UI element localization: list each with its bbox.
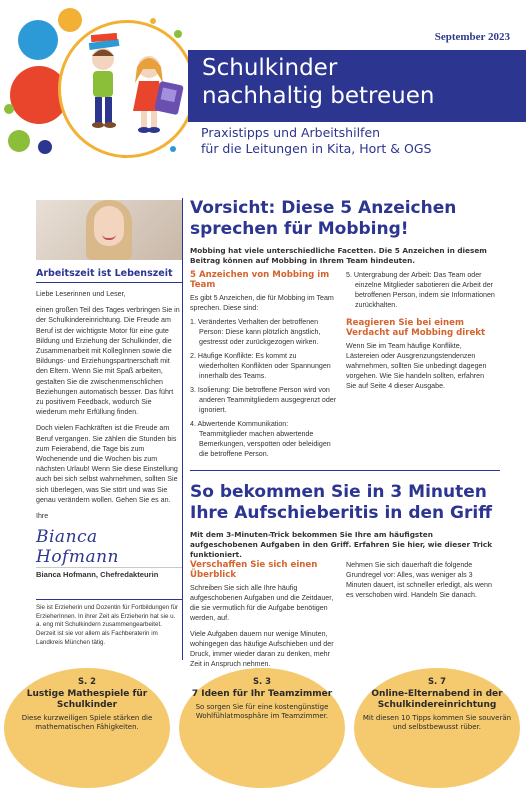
subheading: Verschaffen Sie sich einen Überblick <box>190 560 318 580</box>
editorial-column <box>36 200 182 647</box>
newsletter-title <box>188 50 526 122</box>
list-item: 5. Untergrabung der Arbeit: Das Team oder einzelne Mitglieder sabotieren die Arbeit der betroffenen Person, indem sie Informationen zurückhalten. <box>346 271 495 309</box>
article-mobbing-col-1 <box>190 270 338 459</box>
subheading: Reagieren Sie bei einem Verdacht auf Mobbing direkt <box>346 318 486 338</box>
issue-date: September 2023 <box>434 31 510 43</box>
children-with-books-illustration <box>61 23 193 155</box>
editor-photo <box>36 200 182 260</box>
title-line-1: Schulkinder <box>202 55 338 81</box>
decor-circle-green <box>8 130 30 152</box>
teaser-page: S. 7 <box>428 676 446 686</box>
editorial-heading: Arbeitszeit ist Lebenszeit <box>36 268 173 279</box>
teaser-page-2[interactable] <box>6 668 168 732</box>
signer-name: Bianca Hofmann, Chefredakteurin <box>36 567 182 579</box>
article-title: So bekommen Sie in 3 Minuten Ihre Aufschieberitis in den Griff <box>190 482 492 523</box>
editor-bio: Sie ist Erzieherin und Dozentin für Fortbildungen für ErzieherInnen. In ihrer Zeit als Erzieherin hat sie u. a. eng mit Schulkindern zusammengearbeitet. Derzeit ist sie vor allem als Fachberaterin im Landkreis München tätig. <box>36 599 182 647</box>
title-line-2: nachhaltig betreuen <box>202 83 435 109</box>
teaser-description: So sorgen Sie für eine kostengünstige Wohlfühlatmosphäre im Teamzimmer. <box>195 703 329 720</box>
article-procrastination-col-2 <box>346 560 496 600</box>
subtitle-line-1: Praxistipps und Arbeitshilfen <box>201 125 381 140</box>
article-procrastination-col-1 <box>190 560 338 669</box>
closing: Ihre <box>36 512 49 521</box>
list-item: 4. Abwertende Kommunikation: Teammitglieder machen abwertende Bemerkungen, verspotten oder beleidigen die betroffene Person. <box>190 420 331 458</box>
paragraph: Nehmen Sie sich dauerhaft die folgende Grundregel vor: Alles, was weniger als 3 Minuten dauert, ist schneller erledigt, als wenn es verschoben wird. Handeln Sie danach. <box>346 561 492 599</box>
list-item: 1. Verändertes Verhalten der betroffenen Person: Diese kann plötzlich ängstlich, gestresst oder zurückgezogen wirken. <box>190 318 321 346</box>
paragraph: Viele Aufgaben dauern nur wenige Minuten, wohingegen das häufige Aufschieben und der Druck, immer wieder daran zu denken, mehr Zeit in Anspruch nehmen. <box>190 630 334 668</box>
handwritten-signature: Bianca Hofmann <box>36 527 120 568</box>
article-mobbing-col-2 <box>346 270 496 391</box>
teaser-description: Mit diesen 10 Tipps kommen Sie souverän und selbstbewusst rüber. <box>362 714 512 731</box>
divider <box>36 282 182 283</box>
column-divider <box>182 198 183 660</box>
list-item: 3. Isolierung: Die betroffene Person wird von anderen Teammitgliedern ausgegrenzt oder ignoriert. <box>190 386 337 414</box>
article-procrastination <box>190 482 500 560</box>
teaser-title: Lustige Mathespiele für Schulkinder <box>26 689 148 710</box>
kids-illustration <box>58 20 196 158</box>
section-divider <box>190 470 500 471</box>
editorial-paragraph-2: Doch vielen Fachkräften ist die Freude am Beruf vergangen. Sie zählen die Stunden bis zum Feierabend, die Tage bis zum Wochenende und die Wochen bis zum nächsten Urlaub! Wenn Sie diese Einstellung auch bei sich selbst wahrnehmen, sollten Sie sich überlegen, was Sie stört und was Sie genau verändern wollen. Gehen Sie es an. <box>36 424 178 504</box>
list-item: 2. Häufige Konflikte: Es kommt zu wiederholten Konflikten oder Spannungen innerhalb des Teams. <box>190 352 331 380</box>
article-lead: Mobbing hat viele unterschiedliche Facetten. Die 5 Anzeichen in diesem Beitrag können auf Mobbing in Ihrem Team hindeuten. <box>190 246 487 265</box>
teaser-description: Diese kurzweiligen Spiele stärken die mathematischen Fähigkeiten. <box>21 714 153 731</box>
article-mobbing <box>190 198 500 266</box>
teaser-title: 7 Ideen für Ihr Teamzimmer <box>191 689 333 699</box>
teaser-page: S. 2 <box>78 676 96 686</box>
subheading: 5 Anzeichen von Mobbing im Team <box>190 270 330 290</box>
paragraph: Es gibt 5 Anzeichen, die für Mobbing im Team sprechen. Diese sind: <box>190 294 334 312</box>
decor-circle-blue <box>18 20 58 60</box>
paragraph: Wenn Sie im Team häufige Konflikte, Lästereien oder Ausgrenzungstendenzen wahrnehmen, sollten Sie unbedingt dagegen vorgehen. Wie Sie handeln sollten, erfahren Sie auf Seite 4 dieser Ausgabe. <box>346 342 487 390</box>
salutation: Liebe Leserinnen und Leser, <box>36 290 126 298</box>
teaser-title: Online-Elternabend in der Schulkindereinrichtung <box>371 689 503 710</box>
article-title: Vorsicht: Diese 5 Anzeichen sprechen für Mobbing! <box>190 198 457 239</box>
decor-dot-green <box>4 104 14 114</box>
editorial-paragraph-1: einen großen Teil des Tages verbringen Sie in der Schulkindereinrichtung. Die Freude am Beruf ist der wichtigste Motor für eine gute Bildung und Erziehung der Schulkinder, die Zusammenarbeit mit KollegInnen sowie die Bildungs- und Erziehungspartnerschaft mit den Eltern. Wenn Sie mit Spaß arbeiten, gestalten Sie die zwischenmenschlichen Beziehungen automatisch besser. Das führt zu positivem Feedback, wodurch Sie wiederum mehr Erfüllung finden. <box>36 306 180 417</box>
paragraph: Schreiben Sie sich alle Ihre häufig aufgeschobenen Aufgaben und die Zeitdauer, die sie vermutlich für die Aufgabe benötigen werden, auf. <box>190 584 334 622</box>
decor-circle-navy <box>38 140 52 154</box>
teaser-page: S. 3 <box>253 676 271 686</box>
newsletter-subtitle <box>201 125 431 157</box>
article-lead: Mit dem 3-Minuten-Trick bekommen Sie Ihre am häufigsten aufgeschobenen Aufgaben in den Griff. Erfahren Sie hier, wie dieser Trick funktioniert. <box>190 530 493 559</box>
teaser-page-3[interactable] <box>181 668 343 721</box>
teaser-page-7[interactable] <box>356 668 518 732</box>
subtitle-line-2: für die Leitungen in Kita, Hort & OGS <box>201 141 432 156</box>
